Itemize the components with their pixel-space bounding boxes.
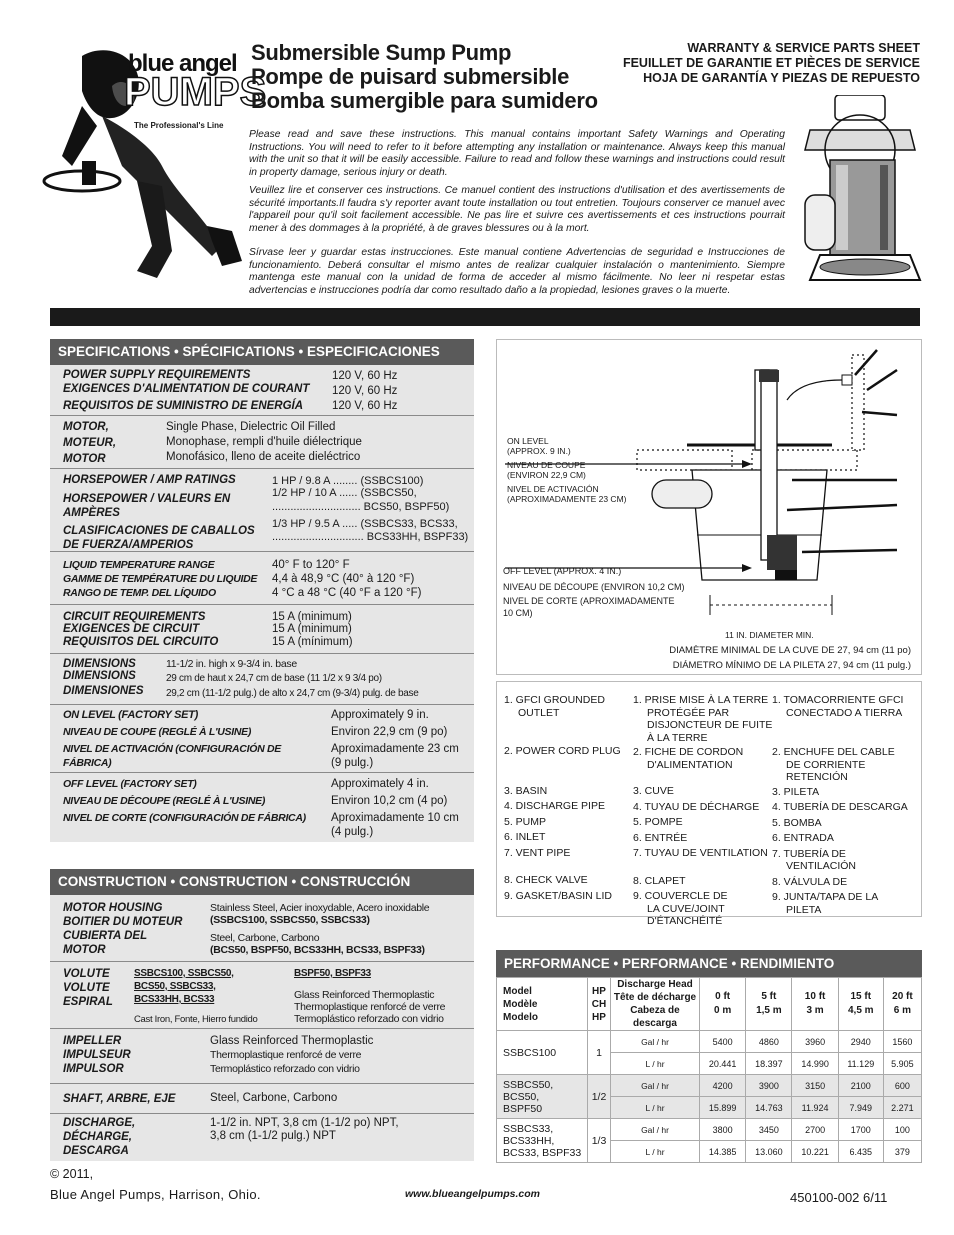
unit-cell: Gal / hr — [611, 1119, 700, 1141]
hp-cell: 1 — [588, 1031, 611, 1075]
unit-cell: L / hr — [611, 1053, 700, 1075]
performance-row — [497, 1075, 922, 1097]
footer-doc-number: 450100-002 6/11 — [790, 1190, 888, 1205]
unit-cell: Gal / hr — [611, 1031, 700, 1053]
col-head-20: 20 ft 6 m — [883, 978, 921, 1031]
spec-row-horsepower: HORSEPOWER / AMP RATINGS HORSEPOWER / VALEURS EN AMPÈRES CLASIFICACIONES DE CABALLOS DE FUERZA/AMPERIOS 1 HP / 9.8 A ........ (SSBCS100) 1/2 HP / 10 A ...... (SSBCS50, ............................. BCS50, BSPF50) 1/3 HP / 9.5 A ..... (SSBCS33, BCS33, .............................. BCS33HH, BSPF33) — [50, 469, 474, 552]
performance-row — [497, 1031, 922, 1053]
flow-value-cell: 2700 — [792, 1119, 838, 1141]
flow-value-cell: 4860 — [746, 1031, 792, 1053]
spec-row-on-level: ON LEVEL (FACTORY SET) NIVEAU DE COUPE (REGLÉ À L'USINE) NIVEL DE ACTIVACIÓN (CONFIGURACIÓN DE FÁBRICA) Approximately 9 in. Environ 22,9 cm (9 po) Aproximadamente 23 cm (9 pulg.) — [50, 705, 474, 773]
parts-list-en: 1. GFCI GROUNDED OUTLET 2. POWER CORD PLUG 3. BASIN 4. DISCHARGE PIPE 5. PUMP 6. INLET 7. VENT PIPE 8. CHECK VALVE 9. GASKET/BASIN LID — [504, 694, 621, 902]
flow-value-cell: 14.385 — [700, 1141, 746, 1163]
flow-value-cell: 100 — [883, 1119, 921, 1141]
brand-tagline: The Professional's Line — [134, 121, 224, 130]
flow-value-cell: 1700 — [838, 1119, 883, 1141]
diameter-label-fr: DIAMÈTRE MINIMAL DE LA CUVE DE 27, 94 cm (11 po) — [669, 645, 911, 656]
flow-value-cell: 10.221 — [792, 1141, 838, 1163]
brand-line1: blue angel — [128, 50, 237, 77]
performance-header: PERFORMANCE • PERFORMANCE • RENDIMIENTO — [496, 950, 922, 977]
construction-row-shaft: SHAFT, ARBRE, EJE Steel, Carbone, Carbono — [50, 1084, 474, 1114]
performance-table — [496, 977, 922, 1163]
flow-value-cell: 11.924 — [792, 1097, 838, 1119]
hp-cell: 1/3 — [588, 1119, 611, 1163]
col-hp: HP CH HP — [588, 978, 611, 1031]
flow-value-cell: 14.990 — [792, 1053, 838, 1075]
construction-row-impeller: IMPELLER IMPULSEUR IMPULSOR Glass Reinforced Thermoplastic Thermoplastique renforcé de verre Termoplástico reforzado con vidrio — [50, 1029, 474, 1084]
construction-row-discharge: DISCHARGE, DÉCHARGE, DESCARGA 1-1/2 in. NPT, 3,8 cm (1-1/2 po) NPT, 3,8 cm (1-1/2 pulg.) NPT — [63, 1117, 399, 1157]
footer-url[interactable]: www.blueangelpumps.com — [405, 1188, 540, 1200]
flow-value-cell: 1560 — [883, 1031, 921, 1053]
unit-cell: L / hr — [611, 1141, 700, 1163]
parts-list-panel — [496, 681, 922, 927]
flow-value-cell: 20.441 — [700, 1053, 746, 1075]
sheet-title-fr: FEUILLET DE GARANTIE ET PIÈCES DE SERVICE — [622, 56, 920, 70]
sheet-title-es: HOJA DE GARANTÍA Y PIEZAS DE REPUESTO — [643, 71, 920, 85]
flow-value-cell: 14.763 — [746, 1097, 792, 1119]
flow-value-cell: 4200 — [700, 1075, 746, 1097]
footer-company: Blue Angel Pumps, Harrison, Ohio. — [50, 1187, 261, 1202]
construction-header: CONSTRUCTION • CONSTRUCTION • CONSTRUCCIÓN — [50, 869, 474, 895]
col-model: Model Modèle Modelo — [497, 978, 588, 1031]
model-cell: SSBCS33, BCS33HH, BCS33, BSPF33 — [497, 1119, 588, 1163]
flow-value-cell: 3450 — [746, 1119, 792, 1141]
footer-copyright: © 2011, — [50, 1167, 94, 1181]
spec-row-motor: MOTOR, MOTEUR, MOTOR Single Phase, Dielectric Oil Filled Monophase, rempli d'huile diélectrique Monofásico, lleno de aceite dieléctrico — [50, 416, 474, 469]
construction-row-housing: MOTOR HOUSING BOITIER DU MOTEUR CUBIERTA DEL MOTOR Stainless Steel, Acier inoxydable, Acero inoxidable (SSBCS100, SSBCS50, SSBCS33) Steel, Carbone, Carbono (BCS50, BSPF50, BCS33HH, BCS33, BSPF33) — [50, 895, 474, 962]
intro-fr: Veuillez lire et conserver ces instructions. Ce manuel contient des instructions d'utilisation et des avertissements de sécurité importants.Il faudra s'y reporter avant toute installation ou tout entretien. Toujours conserver ce manuel avec l'appareil pour qu'il soit facilement accessible. Ne pas lire et suivre ces avertissements et ces instructions pourrait mener à des dommages à la propriété, à de graves blessures ou à la mort. — [249, 185, 785, 234]
col-head-15: 15 ft 4,5 m — [838, 978, 883, 1031]
flow-value-cell: 600 — [883, 1075, 921, 1097]
diameter-label-en: 11 IN. DIAMETER MIN. — [725, 630, 814, 640]
model-cell: SSBCS100 — [497, 1031, 588, 1075]
title-en: Submersible Sump Pump — [251, 40, 512, 65]
hp-cell: 1/2 — [588, 1075, 611, 1119]
unit-cell: L / hr — [611, 1097, 700, 1119]
construction-row-volute: VOLUTE VOLUTE ESPIRAL SSBCS100, SSBCS50, BCS50, SSBCS33, BCS33HH, BCS33 Cast Iron, Fonte, Hierro fundido BSPF50, BSPF33 Glass Reinforced Thermoplastic Thermoplastique renforcé de verre Termoplástico reforzado con vidrio — [50, 962, 474, 1029]
construction-panel — [50, 869, 474, 1161]
specs-panel — [50, 339, 474, 842]
intro-en: Please read and save these instructions. This manual contains important Safety Warnings and Operating Instructions. You will need to refer to it before attempting any installation or maintenance. Always keep this manual with the unit so that it will be easily accessible. Failure to read and follow these warnings and instructions could result in property damage, serious injury or death. — [249, 129, 785, 178]
divider-bar — [50, 308, 920, 326]
diameter-label-es: DIÁMETRO MÍNIMO DE LA PILETA 27, 94 cm (11 pulg.) — [672, 660, 911, 671]
title-fr: Pompe de puisard submersible — [251, 64, 570, 89]
flow-value-cell: 5.905 — [883, 1053, 921, 1075]
flow-value-cell: 2940 — [838, 1031, 883, 1053]
col-discharge-head: Discharge Head Tête de décharge Cabeza de descarga — [611, 978, 700, 1031]
flow-value-cell: 13.060 — [746, 1141, 792, 1163]
spec-row-off-level: OFF LEVEL (FACTORY SET) NIVEAU DE DÉCOUPE (REGLÉ À L'USINE) NIVEL DE CORTE (CONFIGURACIÓN DE FÁBRICA) Approximately 4 in. Environ 10,2 cm (4 po) Aproximadamente 10 cm (4 pulg.) — [63, 778, 459, 838]
performance-panel — [496, 950, 922, 1163]
spec-row-circuit: CIRCUIT REQUIREMENTS EXIGENCES DE CIRCUIT REQUISITOS DEL CIRCUITO 15 A (minimum) 15 A (minimum) 15 A (mínimum) — [50, 605, 474, 654]
flow-value-cell: 3900 — [746, 1075, 792, 1097]
pump-product-illustration — [790, 95, 930, 295]
flow-value-cell: 3960 — [792, 1031, 838, 1053]
flow-value-cell: 3150 — [792, 1075, 838, 1097]
flow-value-cell: 2.271 — [883, 1097, 921, 1119]
spec-row-power: POWER SUPPLY REQUIREMENTS EXIGENCES D'ALIMENTATION DE COURANT REQUISITOS DE SUMINISTRO DE ENERGÍA 120 V, 60 Hz 120 V, 60 Hz 120 V, 60 Hz — [50, 365, 474, 416]
installation-diagram-panel — [496, 339, 922, 675]
col-head-0: 0 ft 0 m — [700, 978, 746, 1031]
flow-value-cell: 3800 — [700, 1119, 746, 1141]
intro-es: Sírvase leer y guardar estas instrucciones. Este manual contiene Advertencias de seguridad e Instrucciones de funcionamiento. Deberá consultar el mismo antes de realizar cualquier instalación o mantenimiento. Siempre mantenga este manual con la unidad de forma de acceder al mismo fácilmente. No leer ni respetar estas advertencias e instrucciones podría dar como resultado daño a la propiedad, lesiones graves o la muerte. — [249, 247, 785, 296]
unit-cell: Gal / hr — [611, 1075, 700, 1097]
brand-logo — [42, 46, 267, 286]
flow-value-cell: 7.949 — [838, 1097, 883, 1119]
off-level-callout: OFF LEVEL (APPROX. 4 IN.) NIVEAU DE DÉCOUPE (ENVIRON 10,2 CM) NIVEL DE CORTE (APROXIMADAMENTE 10 CM) — [503, 566, 685, 618]
flow-value-cell: 11.129 — [838, 1053, 883, 1075]
col-head-5: 5 ft 1,5 m — [746, 978, 792, 1031]
flow-value-cell: 18.397 — [746, 1053, 792, 1075]
flow-value-cell: 2100 — [838, 1075, 883, 1097]
brand-line2: PUMPS — [124, 70, 267, 114]
performance-header-row — [497, 978, 922, 1031]
performance-row — [497, 1119, 922, 1141]
sheet-title-en: WARRANTY & SERVICE PARTS SHEET — [687, 41, 920, 55]
flow-value-cell: 15.899 — [700, 1097, 746, 1119]
col-head-10: 10 ft 3 m — [792, 978, 838, 1031]
spec-row-dimensions: DIMENSIONS DIMENSIONS DIMENSIONES 11-1/2 in. high x 9-3/4 in. base 29 cm de haut x 24,7 cm de base (11 1/2 x 9 3/4 po) 29,2 cm (11-1/2 pulg.) de alto x 24,7 cm (9-3/4) pulg. de base — [50, 654, 474, 705]
flow-value-cell: 6.435 — [838, 1141, 883, 1163]
model-cell: SSBCS50, BCS50, BSPF50 — [497, 1075, 588, 1119]
title-es: Bomba sumergible para sumidero — [251, 88, 598, 113]
specs-header: SPECIFICATIONS • SPÉCIFICATIONS • ESPECIFICACIONES — [50, 339, 474, 365]
spec-row-temperature: LIQUID TEMPERATURE RANGE GAMME DE TEMPÉRATURE DU LIQUIDE RANGO DE TEMP. DEL LÍQUIDO 40° F to 120° F 4,4 à 48,9 °C (40° à 120 °F) 4 °C a 48 °C (40 °F a 120 °F) — [50, 552, 474, 605]
flow-value-cell: 5400 — [700, 1031, 746, 1053]
on-level-callout: ON LEVEL (APPROX. 9 IN.) NIVEAU DE COUPE (ENVIRON 22,9 CM) NIVEL DE ACTIVACIÓN (APROXIMADAMENTE 23 CM) — [507, 436, 627, 504]
flow-value-cell: 379 — [883, 1141, 921, 1163]
parts-list-fr: 1. PRISE MISE À LA TERRE PROTÉGÉE PAR DISJONCTEUR DE FUITE À LA TERRE 2. FICHE DE CORDON D'ALIMENTATION 3. CUVE 4. TUYAU DE DÉCHARGE 5. POMPE 6. ENTRÉE 7. TUYAU DE VENTILATION 8. CLAPET 9. COUVERCLE DE LA CUVE/JOINT D'ÉTANCHÉITÉ — [633, 694, 773, 927]
parts-list-es: 1. TOMACORRIENTE GFCI CONECTADO A TIERRA 2. ENCHUFE DEL CABLE DE CORRIENTE RETENCIÓN 3. PILETA 4. TUBERÍA DE DESCARGA 5. BOMBA 6. ENTRADA 7. TUBERÍA DE VENTILACIÓN 8. VÁLVULA DE 9. JUNTA/TAPA DE LA PILETA — [772, 694, 908, 916]
